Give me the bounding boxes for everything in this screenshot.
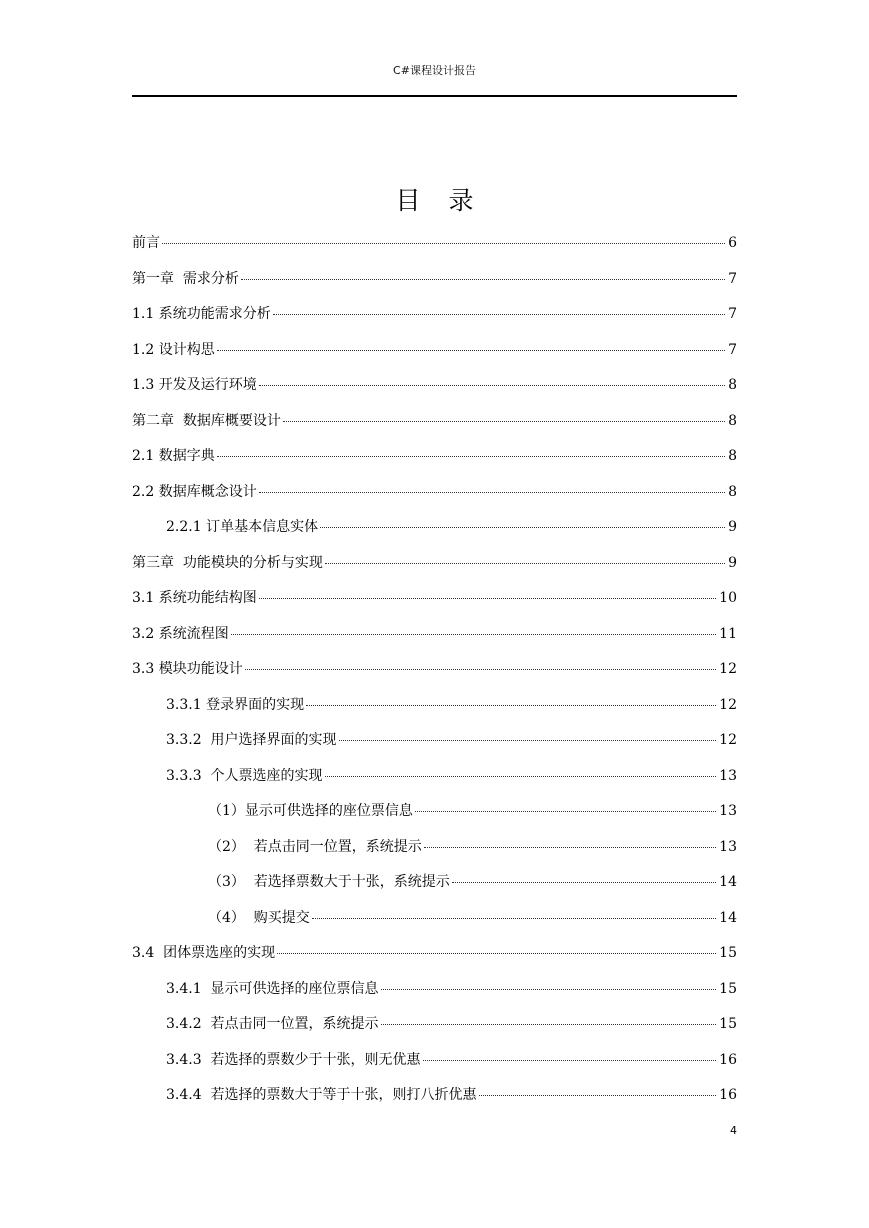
toc-entry-page: 8 xyxy=(728,377,737,393)
toc-entry-page: 6 xyxy=(728,235,737,251)
toc-entry-page: 15 xyxy=(719,980,737,997)
toc-dot-leader xyxy=(273,313,725,315)
toc-dot-leader xyxy=(259,597,716,599)
toc-entry[interactable] xyxy=(132,794,737,830)
toc-entry[interactable] xyxy=(132,262,737,298)
toc-dot-leader xyxy=(424,846,716,848)
header-divider xyxy=(132,95,737,97)
toc-entry-label: 1.2 设计构思 xyxy=(132,341,215,358)
toc-entry-label: （4） 购买提交 xyxy=(208,909,310,926)
toc-entry[interactable] xyxy=(132,1043,737,1079)
toc-dot-leader xyxy=(306,704,716,706)
toc-entry[interactable] xyxy=(132,723,737,759)
toc-title: 目录 xyxy=(395,186,502,215)
toc-entry-page: 13 xyxy=(719,838,737,855)
toc-entry[interactable] xyxy=(132,581,737,617)
toc-entry-label: （2） 若点击同一位置，系统提示 xyxy=(208,838,422,855)
toc-dot-leader xyxy=(259,491,725,493)
toc-dot-leader xyxy=(381,988,717,990)
table-of-contents xyxy=(132,226,737,1114)
toc-entry-page: 7 xyxy=(728,270,737,287)
toc-entry-label: 3.3.2 用户选择界面的实现 xyxy=(166,732,337,748)
toc-entry[interactable] xyxy=(132,297,737,333)
toc-dot-leader xyxy=(241,278,725,280)
toc-entry-page: 16 xyxy=(719,1051,737,1068)
toc-dot-leader xyxy=(162,242,725,244)
toc-entry-label: 2.2.1 订单基本信息实体 xyxy=(166,519,319,535)
toc-entry-page: 11 xyxy=(719,625,737,642)
toc-entry-label: （1）显示可供选择的座位票信息 xyxy=(208,803,413,819)
toc-entry-label: 第二章 数据库概要设计 xyxy=(132,412,281,429)
toc-entry-label: 3.3.1 登录界面的实现 xyxy=(166,696,305,713)
toc-entry[interactable] xyxy=(132,546,737,582)
toc-entry-label: 3.1 系统功能结构图 xyxy=(132,590,257,606)
toc-entry-label: 3.4.1 显示可供选择的座位票信息 xyxy=(166,980,379,997)
toc-entry-label: 3.3 模块功能设计 xyxy=(132,661,243,677)
toc-entry-label: 3.4.2 若点击同一位置，系统提示 xyxy=(166,1016,379,1032)
toc-entry-page: 7 xyxy=(728,341,737,358)
toc-entry[interactable] xyxy=(132,1078,737,1114)
toc-dot-leader xyxy=(415,810,716,812)
toc-entry-page: 8 xyxy=(728,483,737,500)
toc-dot-leader xyxy=(339,739,717,741)
toc-dot-leader xyxy=(381,1023,717,1025)
toc-entry-page: 12 xyxy=(719,732,737,748)
toc-entry-page: 10 xyxy=(719,590,737,606)
toc-dot-leader xyxy=(423,1059,717,1061)
toc-entry-label: （3） 若选择票数大于十张，系统提示 xyxy=(208,874,450,890)
toc-dot-leader xyxy=(325,775,717,777)
toc-entry[interactable] xyxy=(132,333,737,369)
toc-entry[interactable] xyxy=(132,759,737,795)
toc-dot-leader xyxy=(479,1094,717,1096)
toc-entry-page: 13 xyxy=(719,767,737,784)
toc-entry-page: 12 xyxy=(719,696,737,713)
toc-dot-leader xyxy=(217,349,725,351)
toc-entry-label: 1.1 系统功能需求分析 xyxy=(132,306,271,322)
toc-entry-page: 9 xyxy=(728,519,737,535)
toc-entry[interactable] xyxy=(132,510,737,546)
toc-entry-page: 15 xyxy=(719,1016,737,1032)
toc-entry-page: 16 xyxy=(719,1087,737,1103)
toc-entry-label: 3.3.3 个人票选座的实现 xyxy=(166,767,323,784)
toc-entry[interactable] xyxy=(132,475,737,511)
toc-entry-label: 3.4.4 若选择的票数大于等于十张，则打八折优惠 xyxy=(166,1087,477,1103)
toc-entry[interactable] xyxy=(132,617,737,653)
toc-entry-page: 15 xyxy=(719,945,737,961)
toc-entry-page: 14 xyxy=(719,874,737,890)
toc-entry[interactable] xyxy=(132,652,737,688)
toc-entry-page: 8 xyxy=(728,412,737,429)
toc-dot-leader xyxy=(320,526,725,528)
toc-entry[interactable] xyxy=(132,1007,737,1043)
toc-entry[interactable] xyxy=(132,226,737,262)
toc-entry-label: 3.2 系统流程图 xyxy=(132,625,229,642)
toc-dot-leader xyxy=(312,917,716,919)
toc-entry[interactable] xyxy=(132,688,737,724)
toc-dot-leader xyxy=(452,881,716,883)
toc-entry[interactable] xyxy=(132,368,737,404)
toc-entry-page: 14 xyxy=(719,909,737,926)
toc-entry[interactable] xyxy=(132,830,737,866)
toc-entry-page: 9 xyxy=(728,554,737,571)
toc-entry-label: 第三章 功能模块的分析与实现 xyxy=(132,554,323,571)
toc-entry[interactable] xyxy=(132,439,737,475)
toc-entry-label: 1.3 开发及运行环境 xyxy=(132,377,257,393)
toc-dot-leader xyxy=(259,384,725,386)
page-header-title: C#课程设计报告 xyxy=(393,64,476,77)
toc-entry-label: 2.1 数据字典 xyxy=(132,448,215,464)
toc-entry[interactable] xyxy=(132,404,737,440)
toc-entry-page: 13 xyxy=(719,803,737,819)
toc-entry-label: 第一章 需求分析 xyxy=(132,270,239,287)
page-number: 4 xyxy=(730,1124,737,1137)
toc-entry[interactable] xyxy=(132,972,737,1008)
toc-entry-page: 7 xyxy=(728,306,737,322)
toc-entry[interactable] xyxy=(132,901,737,937)
toc-dot-leader xyxy=(277,952,716,954)
toc-entry[interactable] xyxy=(132,865,737,901)
toc-entry-page: 12 xyxy=(719,661,737,677)
toc-dot-leader xyxy=(325,562,725,564)
toc-dot-leader xyxy=(231,633,716,635)
toc-dot-leader xyxy=(283,420,725,422)
toc-entry-label: 3.4 团体票选座的实现 xyxy=(132,945,276,961)
toc-entry-label: 3.4.3 若选择的票数少于十张，则无优惠 xyxy=(166,1051,421,1068)
toc-dot-leader xyxy=(217,455,725,457)
toc-dot-leader xyxy=(245,668,716,670)
toc-entry-label: 2.2 数据库概念设计 xyxy=(132,483,257,500)
toc-entry-page: 8 xyxy=(728,448,737,464)
toc-entry[interactable] xyxy=(132,936,737,972)
toc-entry-label: 前言 xyxy=(132,235,160,251)
